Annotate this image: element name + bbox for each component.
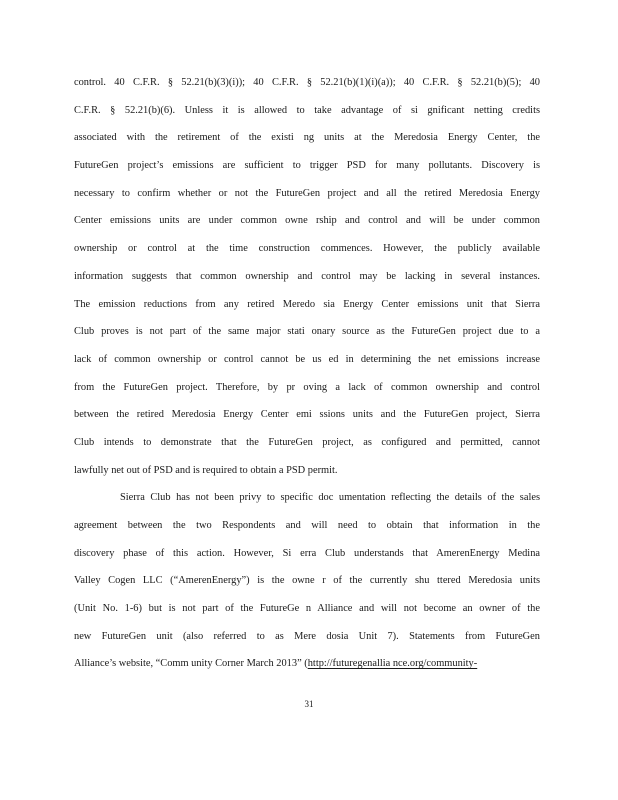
text-line: agreement between the two Respondents and will need to obtain that information in the bbox=[74, 520, 540, 531]
text-line: between the retired Meredosia Energy Center emi ssions units and the FutureGen project, Sierra bbox=[74, 409, 540, 421]
text-line: C.F.R. § 52.21(b)(6). Unless it is allowed to take advantage of si gnificant netting credits bbox=[74, 104, 540, 116]
text-line: lawfully net out of PSD and is required to obtain a PSD permit. bbox=[74, 464, 338, 476]
text-line: FutureGen project’s emissions are sufficient to trigger PSD for many pollutants. Discovery is bbox=[74, 160, 540, 172]
text-line: ownership or control at the time construction commences. However, the publicly available bbox=[74, 243, 540, 255]
text-line-with-link bbox=[74, 650, 540, 678]
text-line: control. 40 C.F.R. § 52.21(b)(3)(i)); 40 C.F.R. § 52.21(b)(1)(i)(a)); 40 C.F.R. § 52.21(b)(5); 40 bbox=[74, 77, 540, 88]
text-line: Center emissions units are under common owne rship and control and will be under common bbox=[74, 215, 540, 227]
text-line: (Unit No. 1-6) but is not part of the FutureGe n Alliance and will not become an owner of the bbox=[74, 603, 540, 615]
text-line: discovery phase of this action. However, Si erra Club understands that AmerenEnergy Medina bbox=[74, 547, 540, 559]
text-line: Club intends to demonstrate that the FutureGen project, as configured and permitted, cannot bbox=[74, 436, 540, 448]
text-line: Sierra Club has not been privy to specific doc umentation reflecting the details of the sales bbox=[120, 492, 540, 504]
page-number: 31 bbox=[304, 699, 314, 709]
text-line: Valley Cogen LLC (“AmerenEnergy”) is the owne r of the currently shu ttered Meredosia units bbox=[74, 575, 540, 587]
text-line: lack of common ownership or control cannot be us ed in determining the net emissions increase bbox=[74, 353, 540, 365]
text-line: information suggests that common ownership and control may be lacking in several instances. bbox=[74, 270, 540, 282]
text-line: associated with the retirement of the existi ng units at the Meredosia Energy Center, the bbox=[74, 132, 540, 144]
text-line: new FutureGen unit (also referred to as Mere dosia Unit 7). Statements from FutureGen bbox=[74, 630, 540, 642]
community-corner-link[interactable]: http://futuregenallia nce.org/community- bbox=[307, 658, 478, 670]
text-line: Club proves is not part of the same major stati onary source as the FutureGen project due to a bbox=[74, 326, 540, 338]
text-segment: Alliance’s website, “Comm unity Corner March 2013” ( bbox=[74, 658, 308, 670]
text-line: The emission reductions from any retired Meredo sia Energy Center emissions unit that Sierra bbox=[74, 298, 540, 310]
body-text bbox=[74, 69, 540, 678]
text-line: from the FutureGen project. Therefore, by pr oving a lack of common ownership and control bbox=[74, 381, 540, 393]
text-line: necessary to confirm whether or not the FutureGen project and all the retired Meredosia Energy bbox=[74, 187, 540, 199]
